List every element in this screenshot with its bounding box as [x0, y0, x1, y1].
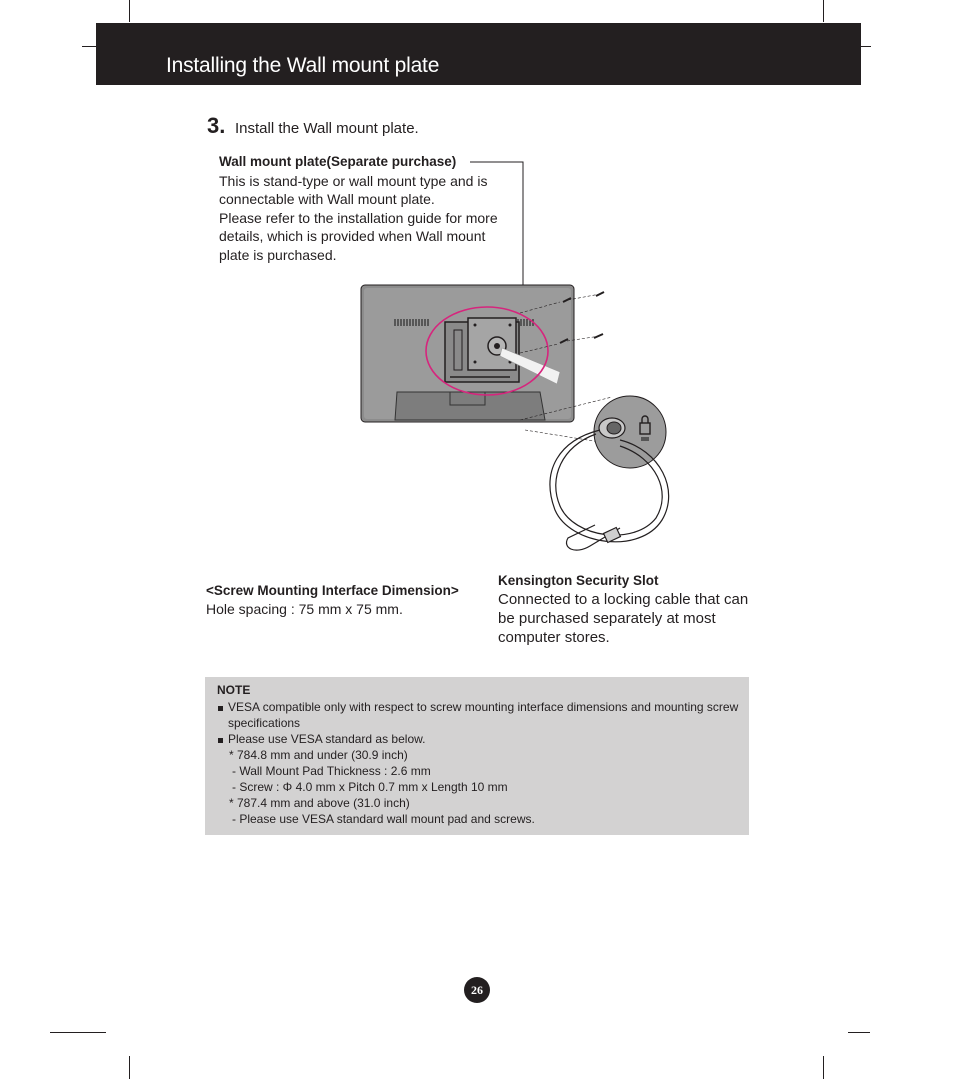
crop-mark: [823, 1056, 824, 1079]
note-line: VESA compatible only with respect to screw mounting interface dimensions and mounting screw: [205, 699, 749, 715]
note-line: - Wall Mount Pad Thickness : 2.6 mm: [232, 764, 431, 778]
note-line: * 787.4 mm and above (31.0 inch): [229, 796, 410, 810]
note-line: - Screw : Φ 4.0 mm x Pitch 0.7 mm x Length 10 mm: [232, 780, 508, 794]
kensington-callout: [498, 571, 758, 647]
note-line: * 784.8 mm and under (30.9 inch): [229, 748, 408, 762]
kensington-line: Connected to a locking cable that can: [498, 591, 749, 608]
note-title: NOTE: [217, 683, 251, 697]
note-lines: [205, 699, 749, 827]
crop-mark: [50, 1032, 106, 1033]
crop-mark: [823, 0, 824, 22]
screw-interface-title: <Screw Mounting Interface Dimension>: [206, 583, 459, 598]
wall-mount-plate-line: plate is purchased.: [219, 246, 337, 263]
note-line: - Please use VESA standard wall mount pad and screws.: [232, 812, 535, 826]
kensington-line: computer stores.: [498, 629, 610, 646]
screw-interface-callout: [206, 581, 496, 619]
note-line: Please use VESA standard as below.: [205, 731, 749, 747]
screw-interface-text: Hole spacing : 75 mm x 75 mm.: [206, 601, 403, 617]
note-box: [205, 677, 749, 835]
wall-mount-plate-line: connectable with Wall mount plate.: [219, 191, 435, 207]
step-instruction: Install the Wall mount plate.: [235, 120, 419, 137]
wall-mount-plate-line: details, which is provided when Wall mount: [219, 228, 486, 244]
kensington-line: be purchased separately at most: [498, 610, 716, 627]
page-number: 26: [464, 977, 490, 1003]
kensington-title: Kensington Security Slot: [498, 573, 659, 588]
crop-mark: [82, 46, 96, 47]
wall-mount-plate-line: This is stand-type or wall mount type and is: [219, 172, 488, 189]
wall-mount-plate-line: Please refer to the installation guide for more: [219, 209, 498, 226]
note-line: specifications: [228, 716, 301, 730]
crop-mark: [129, 1056, 130, 1079]
monitor-rear-illustration: [340, 160, 680, 560]
step-number: 3.: [207, 113, 226, 138]
stand-base: [395, 392, 545, 420]
wall-mount-plate-title: Wall mount plate(Separate purchase): [219, 154, 457, 169]
crop-mark: [848, 1032, 870, 1033]
header-bar: [96, 23, 861, 85]
crop-mark: [861, 46, 871, 47]
page-title: Installing the Wall mount plate: [166, 54, 440, 77]
crop-mark: [129, 0, 130, 22]
